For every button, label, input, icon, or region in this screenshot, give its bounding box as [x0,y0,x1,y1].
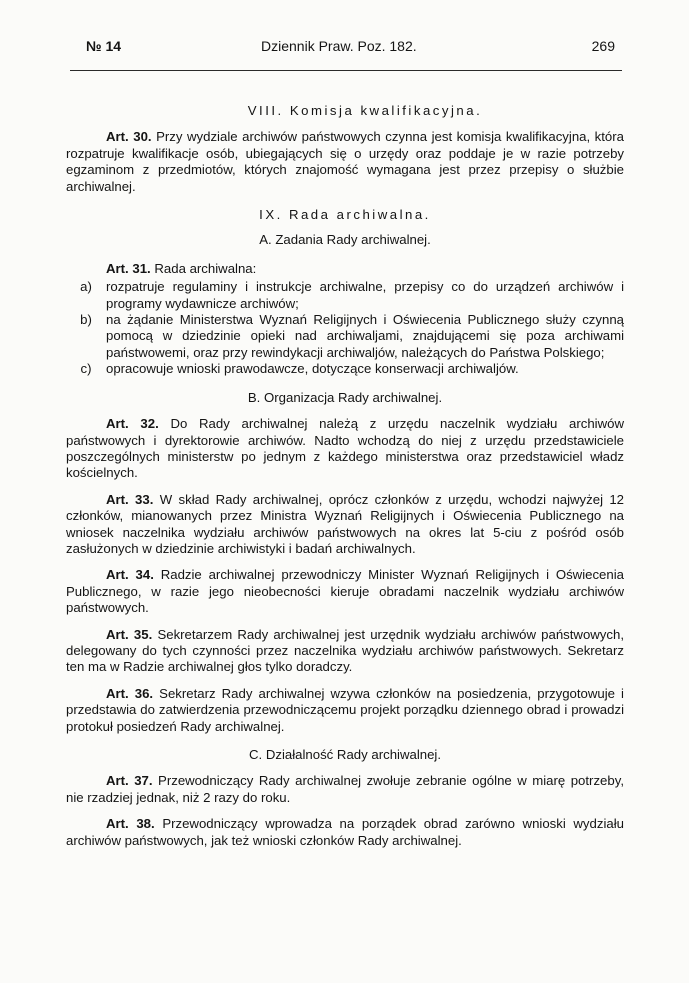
list-item-text: rozpatruje regulaminy i instrukcje archiwalne, przepisy co do urządzeń archiwów i programy wydawnicze archiwów; [106,279,624,311]
document-body [66,103,624,849]
list-item [66,279,624,312]
article-text: Przewodniczący wprowadza na porządek obrad zarówno wnioski wydziału archiwów państwowych, jak też wnioski członków Rady archiwalnej. [66,816,624,848]
article-36 [66,686,624,735]
running-header [86,38,615,56]
article-text: Radzie archiwalnej przewodniczy Minister Wyznań Religijnych i Oświecenia Publicznego, w razie jego nieobecności kieruje obradami naczelnik wydziału archiwów państwowych. [66,567,624,616]
section-heading-ix: IX. Rada archiwalna. [259,207,431,223]
article-35 [66,627,624,676]
article-text: Sekretarzem Rady archiwalnej jest urzędnik wydziału archiwów państwowych, delegowany do tych czynności przez naczelnika wydziału archiwów państwowych. Sekretarz ten ma w Radzie archiwalnej głos tylko doradczy. [66,626,624,675]
article-text: W skład Rady archiwalnej, oprócz członków z urzędu, wchodzi najwyżej 12 członków, mianowanych przez Ministra Wyznań Religijnych i Oświecenia Publicznego na wniosek naczelnika wydziału archiwów państwowych na okres lat 5-ciu z pośród osób zasłużonych w dziedzinie archiwistyki i badań archiwalnych. [66,491,625,556]
article-label: Art. 37. [106,773,153,789]
article-34 [66,567,624,616]
list-item-label: a) [80,279,92,295]
list-item-label: c) [80,361,92,377]
article-31-intro [106,261,624,277]
article-label: Art. 31. [106,260,151,276]
article-label: Art. 38. [106,816,155,832]
article-text: Rada archiwalna: [154,260,257,276]
article-text: Do Rady archiwalnej należą z urzędu naczelnik wydziału archiwów państwowych i dyrektorowie archiwów. Nadto wchodzą do niej z urzędu przedstawiciele poszczególnych ministerstw po jednym z każdego ministerstwa oraz przedstawiciel władz kościelnych. [66,416,624,481]
header-rule [70,70,622,71]
list-item-text: na żądanie Ministerstwa Wyznań Religijnych i Oświecenia Publicznego służy czynną pomocą w dziedzinie opieki nad archiwaljami, znajdującemi się poza archiwami państwowemi, oraz przy rewindykacji archiwaljów, należących do Państwa Polskiego; [106,312,624,360]
article-label: Art. 34. [106,567,154,583]
subsection-heading-c: C. Działalność Rady archiwalnej. [248,747,442,762]
article-label: Art. 35. [106,626,153,642]
article-text: Sekretarz Rady archiwalnej wzywa członków na posiedzenia, przygotowuje i przedstawia do zatwierdzenia przewodniczącemu projekt porządku dziennego obrad i prowadzi protokuł posiedzeń Rady archiwalnej. [66,685,624,734]
article-30 [66,129,624,195]
article-label: Art. 30. [106,129,152,145]
list-item [66,361,624,377]
article-33 [66,492,624,558]
article-37 [66,773,624,806]
subsection-heading-a: A. Zadania Rady archiwalnej. [259,232,431,248]
list-item-label: b) [80,312,92,328]
list-item [66,312,624,361]
journal-title: Dziennik Praw. Poz. 182. [261,38,417,54]
issue-number: № 14 [86,38,122,54]
article-text: Przy wydziale archiwów państwowych czynna jest komisja kwalifikacyjna, która rozpatruje kwalifikacje osób, ubiegających się o urzędy oraz poddaje je w razie potrzeby egzaminom z przedmiotów, których znajomość wymagana jest przez przepisy o służbie archiwalnej. [66,129,624,194]
article-text: Przewodniczący Rady archiwalnej zwołuje zebranie ogólne w miarę potrzeby, nie rzadziej jednak, niż 2 razy do roku. [66,773,624,805]
article-32 [66,416,624,482]
subsection-heading-b: B. Organizacja Rady archiwalnej. [247,389,443,405]
article-label: Art. 32. [106,416,159,432]
article-label: Art. 33. [106,491,154,507]
section-heading-viii: VIII. Komisja kwalifikacyjna. [247,103,483,118]
page-number: 269 [591,38,615,54]
article-38 [66,816,624,849]
article-label: Art. 36. [106,685,154,701]
list-item-text: opracowuje wnioski prawodawcze, dotyczące konserwacji archiwaljów. [106,361,519,377]
